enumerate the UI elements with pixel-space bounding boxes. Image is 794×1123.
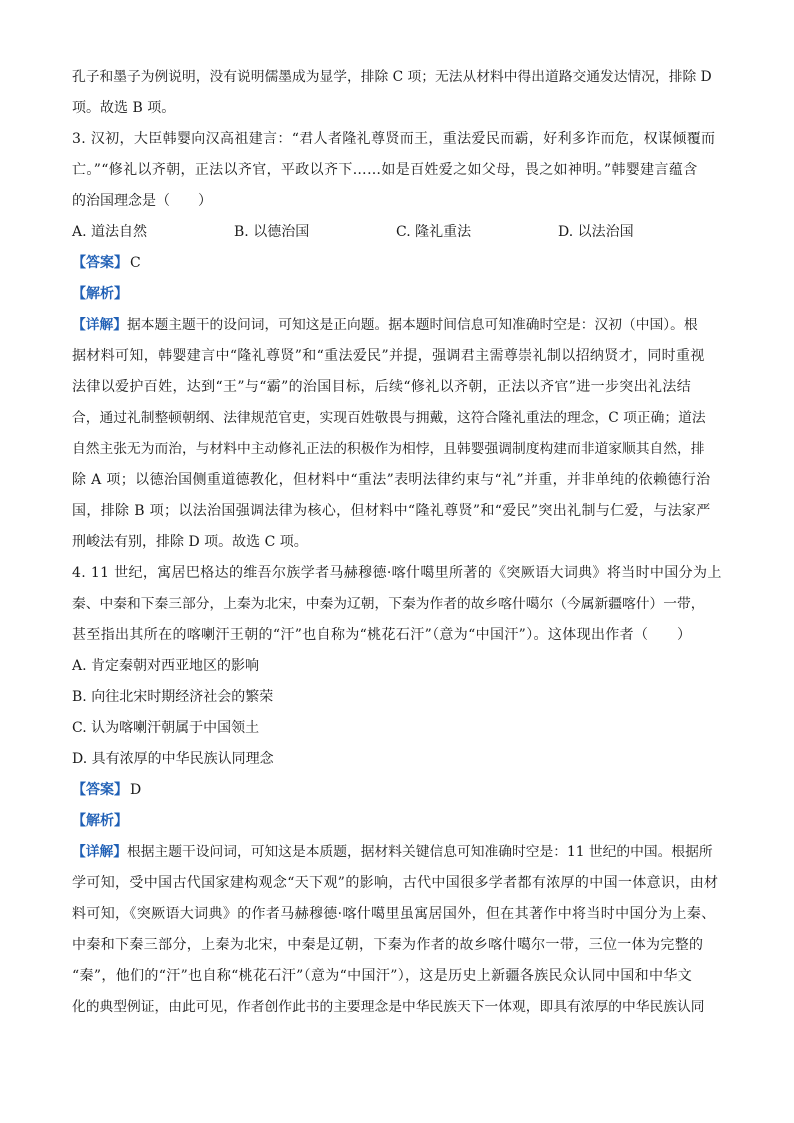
q4-detail-line-5: “秦”，他们的“汗”也自称“桃花石汗”（意为“中国汗”），这是历史上新疆各族民众认同中国和中华文 — [72, 968, 693, 984]
q4-option-c: C. 认为喀喇汗朝属于中国领土 — [72, 720, 260, 736]
q4-detail-line-1 — [72, 837, 724, 868]
q3-detail-line-8: 刑峻法有别，排除 D 项。故选 C 项。 — [72, 534, 308, 550]
q4-stem-line-1: 4. 11 世纪，寓居巴格达的维吾尔族学者马赫穆德·喀什噶里所著的《突厥语大词典》将当时中国分为上 — [72, 565, 722, 581]
q3-detail-line-6: 除 A 项；以德治国侧重道德教化，但材料中“重法”表明法律约束与“礼”并重，并非单纯的依赖德行治 — [72, 472, 711, 488]
q4-answer-label: 【答案】 — [72, 782, 128, 798]
q4-detail-line-2: 学可知，受中国古代国家建构观念“天下观”的影响，古代中国很多学者都有浓厚的中国一体意识，由材 — [72, 875, 719, 891]
q3-detail-line-7: 国，排除 B 项；以法治国强调法律为核心，但材料中“隆礼尊贤”和“爱民”突出礼制与仁爱，与法家严 — [72, 503, 711, 519]
q3-answer-label: 【答案】 — [72, 255, 128, 271]
q4-detail-label: 【详解】 — [72, 844, 128, 860]
q4-detail-line-6: 化的典型例证，由此可见，作者创作此书的主要理念是中华民族天下一体观，即具有浓厚的中华民族认同 — [72, 999, 705, 1015]
q3-detail-line-4: 合，通过礼制整顿朝纲、法律规范官吏，实现百姓敬畏与拥戴，这符合隆礼重法的理念，C 项正确；道法 — [72, 410, 706, 426]
q3-option-c: C. 隆礼重法 — [396, 224, 472, 240]
q4-detail-text-1: 根据主题干设问词，可知这是本质题，据材料关键信息可知准确时空是：11 世纪的中国。根据所 — [127, 844, 713, 860]
q2-explanation-line-2: 项。故选 B 项。 — [72, 100, 176, 116]
q4-stem-line-3: 甚至指出其所在的喀喇汗王朝的“汗”也自称为“桃花石汗”（意为“中国汗”）。这体现出作者（ ） — [72, 627, 692, 643]
q3-answer-value: C — [130, 255, 141, 271]
q3-detail-line-5: 自然主张无为而治，与材料中主动修礼正法的积极作为相悖，且韩婴强调制度构建而非道家顺其自然，排 — [72, 441, 705, 457]
q2-explanation-line-1: 孔子和墨子为例说明，没有说明儒墨成为显学，排除 C 项；无法从材料中得出道路交通发达情况，排除 D — [72, 69, 712, 85]
q3-analysis-label: 【解析】 — [72, 286, 128, 302]
q4-answer — [72, 775, 724, 806]
q3-detail-line-3: 法律以爱护百姓，达到“王”与“霸”的治国目标，后续“修礼以齐朝，正法以齐官”进一步突出礼法结 — [72, 379, 692, 395]
q4-option-a: A. 肯定秦朝对西亚地区的影响 — [72, 658, 260, 674]
q4-answer-value: D — [130, 782, 142, 798]
q4-detail-line-4: 中秦和下秦三部分，上秦为北宋，中秦是辽朝，下秦为作者的故乡喀什噶尔一带，三位一体为完整的 — [72, 937, 704, 953]
q4-stem-line-2: 秦、中秦和下秦三部分，上秦为北宋，中秦为辽朝，下秦为作者的故乡喀什噶尔（今属新疆喀什）一带， — [72, 596, 705, 612]
q3-stem-line-2: 亡。”“修礼以齐朝，正法以齐官，平政以齐下……如是百姓爱之如父母，畏之如神明。”韩婴建言蕴含 — [72, 162, 698, 178]
q4-analysis-label: 【解析】 — [72, 813, 128, 829]
q4-option-b: B. 向往北宋时期经济社会的繁荣 — [72, 689, 274, 705]
q3-stem-line-3: 的治国理念是（ ） — [72, 193, 212, 209]
q4-analysis-heading — [72, 806, 724, 837]
q3-detail-text-1: 据本题主题干的设问词，可知这是正向题。据本题时间信息可知准确时空是：汉初（中国）。根 — [127, 317, 698, 333]
q3-analysis-heading — [72, 279, 724, 310]
q3-option-b: B. 以德治国 — [234, 224, 310, 240]
q3-detail-line-2: 据材料可知，韩婴建言中“隆礼尊贤”和“重法爱民”并提，强调君主需尊崇礼制以招纳贤才，同时重视 — [72, 348, 705, 364]
q3-stem-line-1: 3. 汉初，大臣韩婴向汉高祖建言：“君人者隆礼尊贤而王，重法爱民而霸，好利多诈而危，权谋倾覆而 — [72, 131, 716, 147]
document-page — [72, 62, 724, 1023]
q3-option-a: A. 道法自然 — [72, 224, 148, 240]
q4-option-d: D. 具有浓厚的中华民族认同理念 — [72, 751, 274, 767]
q3-option-d: D. 以法治国 — [558, 224, 634, 240]
q3-answer — [72, 248, 724, 279]
q3-options — [72, 217, 724, 248]
q3-detail-line-1 — [72, 310, 724, 341]
q4-detail-line-3: 料可知，《突厥语大词典》的作者马赫穆德·喀什噶里虽寓居国外，但在其著作中将当时中国分为上秦、 — [72, 906, 716, 922]
q3-detail-label: 【详解】 — [72, 317, 128, 333]
